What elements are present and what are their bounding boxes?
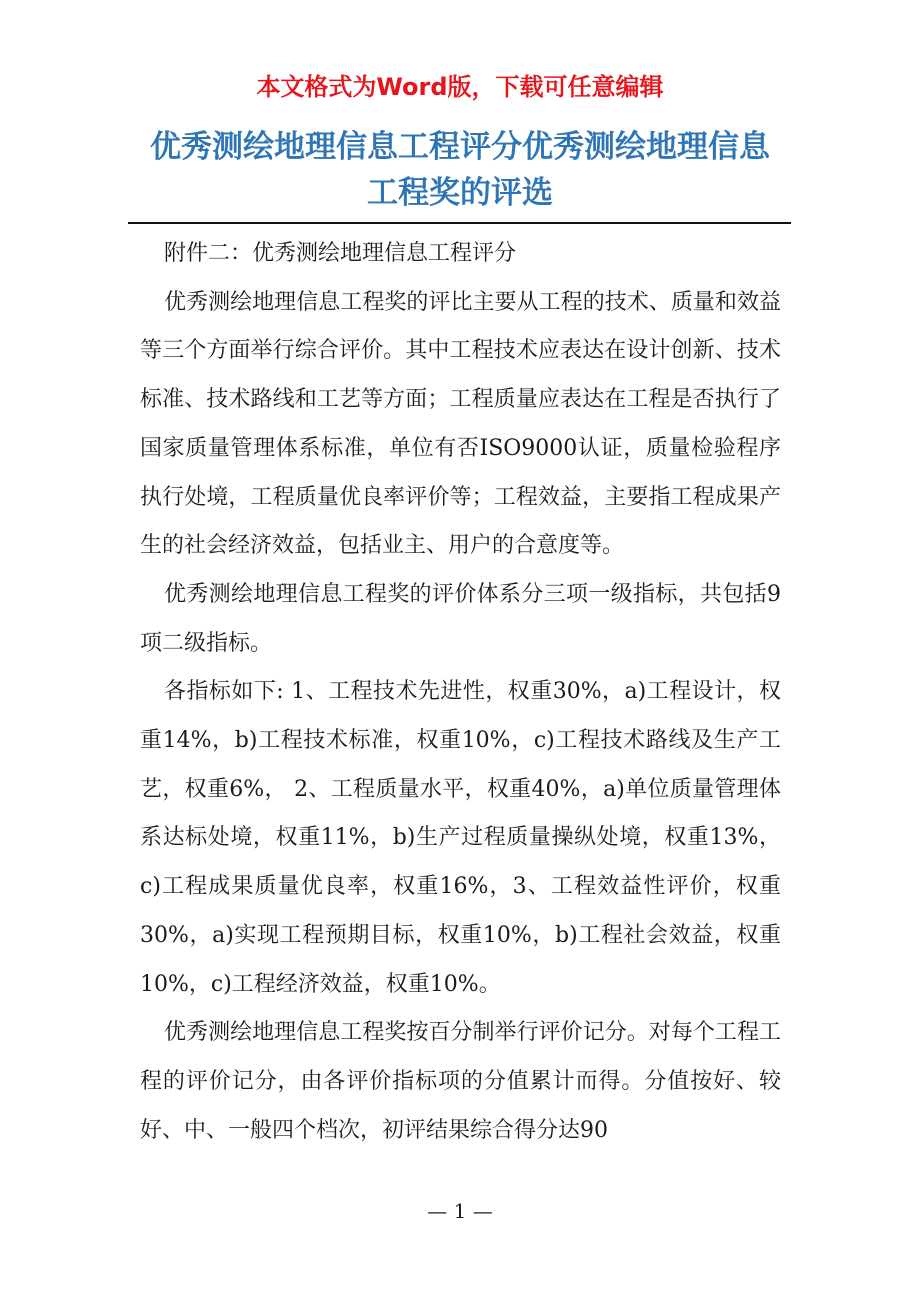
paragraph-indicator-weights: 各指标如下: 1、工程技术先进性，权重30%，a)工程设计，权 重14%，b)工程技术标准，权重10%，c)工程技术路线及生产工艺，权重6%， 2、工程质量水平，权重40%，a)单位质量管理体系达标处境，权重11%，b)生产过程质量操纵处境，权重13%，c)工程成果质量优良率，权重16%，3、工程效益性评价，权重30%，a)实现工程预期目标，权重10%，b)工程社会效益，权重10%，c)工程经济效益，权重10%。 xyxy=(140,679,781,997)
document-banner: 本文格式为Word版，下载可任意编辑 xyxy=(256,73,664,101)
document-body xyxy=(140,230,781,1155)
paragraph-indicator-system: 优秀测绘地理信息工程奖的评价体系分三项一级指标，共包括9项二级指标。 xyxy=(140,581,781,656)
page-number: — 1 — xyxy=(427,1199,493,1223)
title-divider xyxy=(128,222,791,224)
paragraph-attachment-heading: 附件二：优秀测绘地理信息工程评分 xyxy=(164,241,517,266)
paragraph-scoring-method: 优秀测绘地理信息工程奖按百分制举行评价记分。对每个工程工程的评价记分，由各评价指标项的分值累计而得。分值按好、较好、中、一般四个档次，初评结果综合得分达90 xyxy=(140,1020,781,1143)
document-title: 优秀测绘地理信息工程评分优秀测绘地理信息工程奖的评选 xyxy=(150,129,770,211)
paragraph-evaluation-aspects: 优秀测绘地理信息工程奖的评比主要从工程的技术、质量和效益等三个方面举行综合评价。其中工程技术应表达在设计创新、技术标准、技术路线和工艺等方面；工程质量应表达在工程是否执行了国家质量管理体系标准，单位有否ISO9000认证，质量检验程序执行处境，工程质量优良率评价等；工程效益，主要指工程成果产生的社会经济效益，包括业主、用户的合意度等。 xyxy=(140,289,781,559)
